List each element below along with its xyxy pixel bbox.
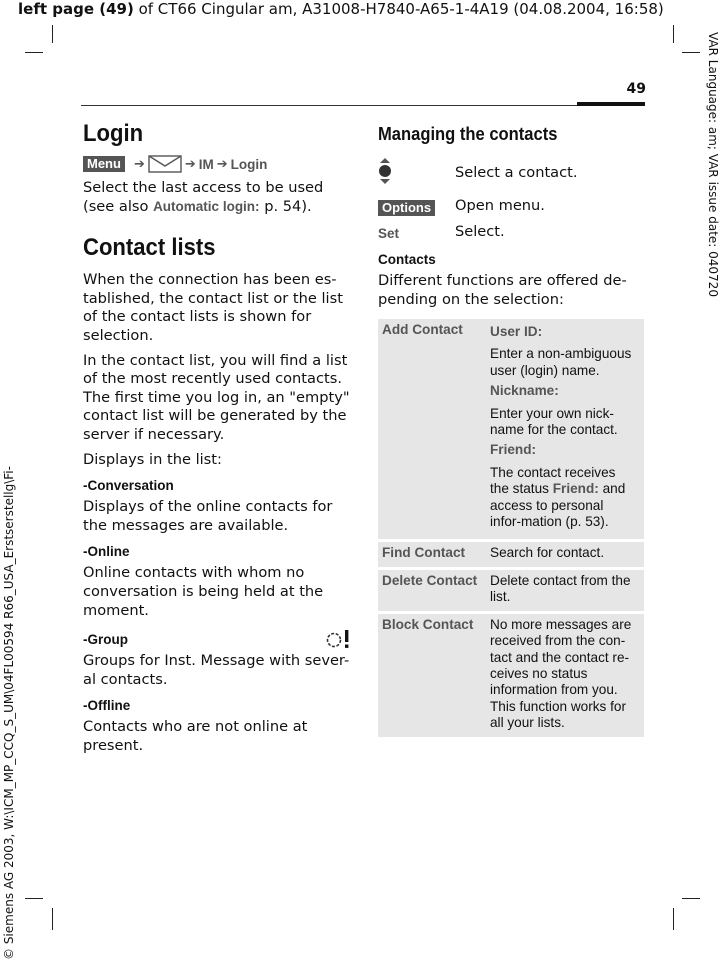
key-row-navigate (378, 157, 646, 189)
managing-contacts-title: Managing the contacts (378, 124, 558, 144)
page-number: 49 (626, 81, 646, 97)
envelope-icon (148, 155, 182, 173)
item-group-text: Groups for Inst. Message with sever-al contacts. (83, 652, 350, 688)
item-offline-head: -Offline (83, 698, 131, 714)
options-key: Options (378, 200, 435, 216)
friend-text (490, 465, 638, 531)
friend-label: Friend: (490, 442, 537, 458)
print-header (18, 0, 664, 18)
key-row-navigate-text: Select a contact. (455, 163, 578, 181)
nickname-text: Enter your own nick-name for the contact. (490, 405, 618, 438)
im-label: IM (198, 156, 214, 172)
print-header-bold: left page (49) (18, 0, 134, 18)
crop-mark (25, 52, 43, 53)
crop-mark (682, 52, 700, 53)
crop-mark (52, 908, 53, 930)
friend-status-ref: Friend: (552, 481, 599, 497)
table-row (378, 614, 644, 737)
arrow-icon: ➔ (184, 156, 196, 172)
key-cell (378, 223, 455, 242)
login-text-b: p. 54). (259, 197, 312, 215)
right-column (378, 120, 646, 309)
login-text-line2 (83, 198, 351, 217)
key-row-options-text: Open menu. (455, 197, 545, 215)
add-contact-desc (484, 319, 644, 539)
item-offline-text: Contacts who are not online at present. (83, 718, 308, 754)
print-header-rest: of CT66 Cingular am, A31008-H7840-A65-1-4A19 (04.08.2004, 16:58) (133, 0, 664, 18)
delete-contact-desc: Delete contact from the list. (484, 570, 644, 611)
friend-text-a: The contact receives the status (490, 464, 616, 497)
left-column (83, 120, 351, 755)
contacts-head: Contacts (378, 252, 436, 267)
contact-lists-title: Contact lists (83, 234, 216, 262)
item-group-head: -Group (83, 631, 128, 647)
side-text-right: VAR Language: am; VAR issue date: 040720 (706, 32, 720, 297)
login-title: Login (83, 120, 144, 147)
item-group-row (83, 629, 351, 649)
crop-mark (673, 25, 674, 43)
table-row (378, 542, 644, 566)
crop-mark (682, 898, 700, 899)
crop-mark (52, 25, 53, 43)
contacts-text: Different functions are offered de-pending on the selection: (378, 272, 627, 308)
key-cell (378, 197, 455, 216)
crop-mark (25, 898, 43, 899)
find-contact-desc: Search for contact. (484, 542, 644, 566)
key-row-set (378, 223, 646, 242)
login-text-line1: Select the last access to be used (83, 179, 324, 196)
friend-text-b: and access to personal infor-mation (p. 53). (490, 481, 626, 530)
contact-paragraph-3: Displays in the list: (83, 450, 222, 468)
user-id-label: User ID: (490, 324, 543, 339)
block-contact-desc: No more messages are received from the con-tact and the contact re-ceives no status information from you. This function works for all your lists. (484, 614, 644, 737)
table-row (378, 570, 644, 611)
menu-key: Menu (83, 156, 125, 172)
automatic-login-ref: Automatic login: (153, 198, 260, 214)
block-contact-cell: Block Contact (378, 614, 484, 737)
nickname-label: Nickname: (490, 383, 559, 399)
arrow-icon: ➔ (133, 156, 145, 172)
key-row-set-text: Select. (455, 223, 505, 241)
user-id-text: Enter a non-ambiguous user (login) name. (490, 346, 632, 378)
item-online-text: Online contacts with whom no conversation is being held at the moment. (83, 564, 324, 619)
login-text-a: (see also (83, 197, 154, 215)
item-conversation-head: -Conversation (83, 478, 174, 494)
arrow-icon: ➔ (216, 156, 228, 172)
contact-paragraph-2: In the contact list, you will find a list of the most recently used contacts. The first time you log in, an "empty" contact list will be generated by the server if necessary. (83, 351, 350, 443)
header-rule-accent (577, 102, 645, 106)
crop-mark (673, 908, 674, 930)
table-row (378, 319, 644, 539)
header-rule (81, 105, 645, 106)
functions-table (378, 316, 644, 740)
key-cell (378, 157, 455, 189)
login-menu-path (83, 155, 351, 173)
navigation-key-icon (378, 157, 392, 185)
item-conversation-text: Displays of the online contacts for the messages are available. (83, 498, 333, 534)
find-contact-cell: Find Contact (378, 542, 484, 566)
login-label: Login (230, 156, 268, 172)
key-row-options (378, 197, 646, 216)
delete-contact-cell: Delete Contact (378, 570, 484, 611)
add-contact-cell: Add Contact (378, 319, 484, 539)
side-text-left: © Siemens AG 2003, W:\ICM_MP_CCQ_S_UM\04FL00594 R66_USA_Erstserstellg\Fi- (2, 466, 16, 960)
provider-dependent-icon (325, 629, 351, 649)
contact-paragraph-1: When the connection has been es-tablished, the contact list or the list of the contact lists is shown for selection. (83, 271, 343, 344)
item-online-head: -Online (83, 544, 130, 560)
set-key: Set (378, 226, 400, 241)
